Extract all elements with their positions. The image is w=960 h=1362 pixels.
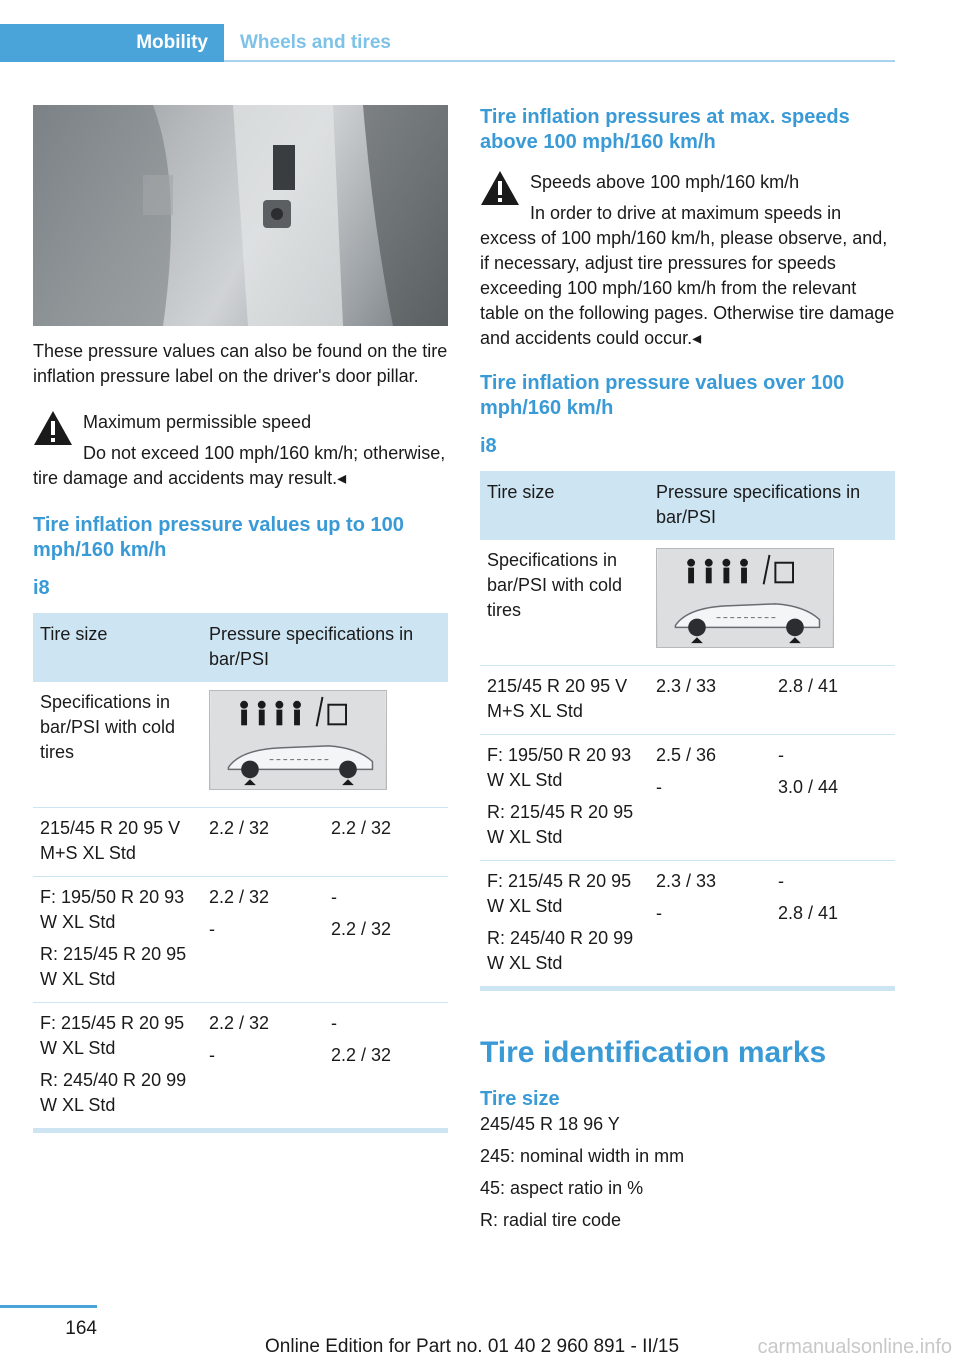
- major-heading: Tire identification marks: [480, 1036, 827, 1069]
- tire-size-list: [480, 1112, 895, 1233]
- pressure-cell: -: [778, 745, 784, 765]
- tire-size-line: 245/45 R 18 96 Y: [480, 1114, 620, 1134]
- pressure-cell: 2.2 / 32: [209, 887, 270, 907]
- pressure-cell: 3.0 / 44: [778, 777, 839, 797]
- pressure-cell: 2.3 / 33: [656, 871, 717, 891]
- tire-size-cell: R: 215/45 R 20 95 W XL Std: [40, 944, 187, 989]
- table-row: [480, 540, 895, 666]
- tire-size-cell: R: 215/45 R 20 95 W XL Std: [487, 802, 634, 847]
- tire-size-cell: F: 195/50 R 20 93 W XL Std: [40, 887, 185, 932]
- tire-size-line: 245: nominal width in mm: [480, 1146, 685, 1166]
- page-header: [0, 24, 895, 62]
- tire-size-cell: F: 215/45 R 20 95 W XL Std: [40, 1013, 185, 1058]
- col-header-pressure: Pressure specifications in bar/PSI: [649, 471, 895, 540]
- table-bottom-rule: [480, 986, 895, 991]
- pressure-cell: -: [656, 777, 662, 797]
- pressure-cell: 2.2 / 32: [209, 818, 270, 838]
- pressure-table: [33, 613, 448, 1133]
- warning-icon: [480, 170, 520, 206]
- pressure-cell: -: [656, 903, 662, 923]
- left-column: [33, 105, 448, 1133]
- tire-size-cell: 215/45 R 20 95 V M+S XL Std: [40, 818, 181, 863]
- table-row: [33, 877, 448, 1003]
- model-label: i8: [480, 435, 497, 457]
- pressure-cell: -: [331, 1013, 337, 1033]
- door-pillar-illustration: [33, 105, 448, 326]
- table-row: [33, 682, 448, 808]
- pressure-table: [480, 471, 895, 991]
- spec-label: Specifications in bar/PSI with cold tires: [487, 550, 623, 620]
- table-row: [480, 861, 895, 987]
- pressure-cell: -: [778, 871, 784, 891]
- right-column: [480, 105, 895, 1233]
- tire-size-cell: R: 245/40 R 20 99 W XL Std: [487, 928, 634, 973]
- pressure-cell: 2.8 / 41: [778, 903, 839, 923]
- tire-size-cell: F: 215/45 R 20 95 W XL Std: [487, 871, 632, 916]
- model-label: i8: [33, 577, 50, 599]
- pressure-cell: -: [209, 919, 215, 939]
- warning-block: [33, 410, 448, 491]
- warning-title: Maximum permissible speed: [83, 412, 312, 432]
- door-pillar-photo: [33, 105, 448, 326]
- table-row: [480, 735, 895, 861]
- tire-size-cell: R: 245/40 R 20 99 W XL Std: [40, 1070, 187, 1115]
- col-header-tire-size: Tire size: [33, 613, 202, 682]
- pressure-cell: -: [331, 887, 337, 907]
- table-row: [480, 666, 895, 735]
- section-heading: Tire inflation pressure values up to 100 mph/160 km/h: [33, 514, 404, 561]
- spec-label: Specifications in bar/PSI with cold tires: [40, 692, 176, 762]
- section-tab: Mobility: [0, 24, 224, 62]
- tire-size-heading: Tire size: [480, 1088, 560, 1110]
- load-car-icon: [656, 548, 834, 648]
- table-row: [33, 1003, 448, 1129]
- pressure-cell: -: [209, 1045, 215, 1065]
- tire-size-cell: 215/45 R 20 95 V M+S XL Std: [487, 676, 628, 721]
- pressure-cell: 2.8 / 41: [778, 676, 839, 696]
- table-row: [33, 808, 448, 877]
- warning-text: Do not exceed 100 mph/160 km/h; otherwise, tire damage and accidents may result.◂: [33, 443, 446, 488]
- section-heading: Tire inflation pressures at max. speeds above 100 mph/160 km/h: [480, 106, 850, 153]
- label-note: These pressure values can also be found on the tire inflation pressure label on the driver's door pillar.: [33, 341, 448, 386]
- pressure-cell: 2.5 / 36: [656, 745, 717, 765]
- load-car-icon: [209, 690, 387, 790]
- tire-size-line: 45: aspect ratio in %: [480, 1178, 644, 1198]
- tire-size-cell: F: 195/50 R 20 93 W XL Std: [487, 745, 632, 790]
- tire-size-line: R: radial tire code: [480, 1210, 622, 1230]
- watermark: carmanualsonline.info: [757, 1336, 952, 1358]
- pressure-cell: 2.2 / 32: [209, 1013, 270, 1033]
- page-number: 164: [65, 1318, 97, 1339]
- header-rule: [224, 60, 895, 62]
- pressure-cell: 2.2 / 32: [331, 818, 392, 838]
- warning-title: Speeds above 100 mph/160 km/h: [530, 172, 800, 192]
- edition-note: Online Edition for Part no. 01 40 2 960 891 - II/15: [265, 1336, 680, 1357]
- col-header-pressure: Pressure specifications in bar/PSI: [202, 613, 448, 682]
- pressure-cell: 2.2 / 32: [331, 1045, 392, 1065]
- warning-icon: [33, 410, 73, 446]
- warning-block: [480, 170, 895, 351]
- chapter-tab: Wheels and tires: [240, 32, 391, 53]
- warning-text: In order to drive at maximum speeds in excess of 100 mph/160 km/h, please observe, and, if necessary, adjust tire pressures for speeds exceeding 100 mph/160 km/h from the relevant table on the following pages. Otherwise tire damage and accidents could occur.◂: [480, 203, 895, 348]
- table-bottom-rule: [33, 1128, 448, 1133]
- pressure-cell: 2.2 / 32: [331, 919, 392, 939]
- col-header-tire-size: Tire size: [480, 471, 649, 540]
- pressure-cell: 2.3 / 33: [656, 676, 717, 696]
- footer-rule: [0, 1305, 97, 1308]
- section-heading: Tire inflation pressure values over 100 mph/160 km/h: [480, 372, 845, 419]
